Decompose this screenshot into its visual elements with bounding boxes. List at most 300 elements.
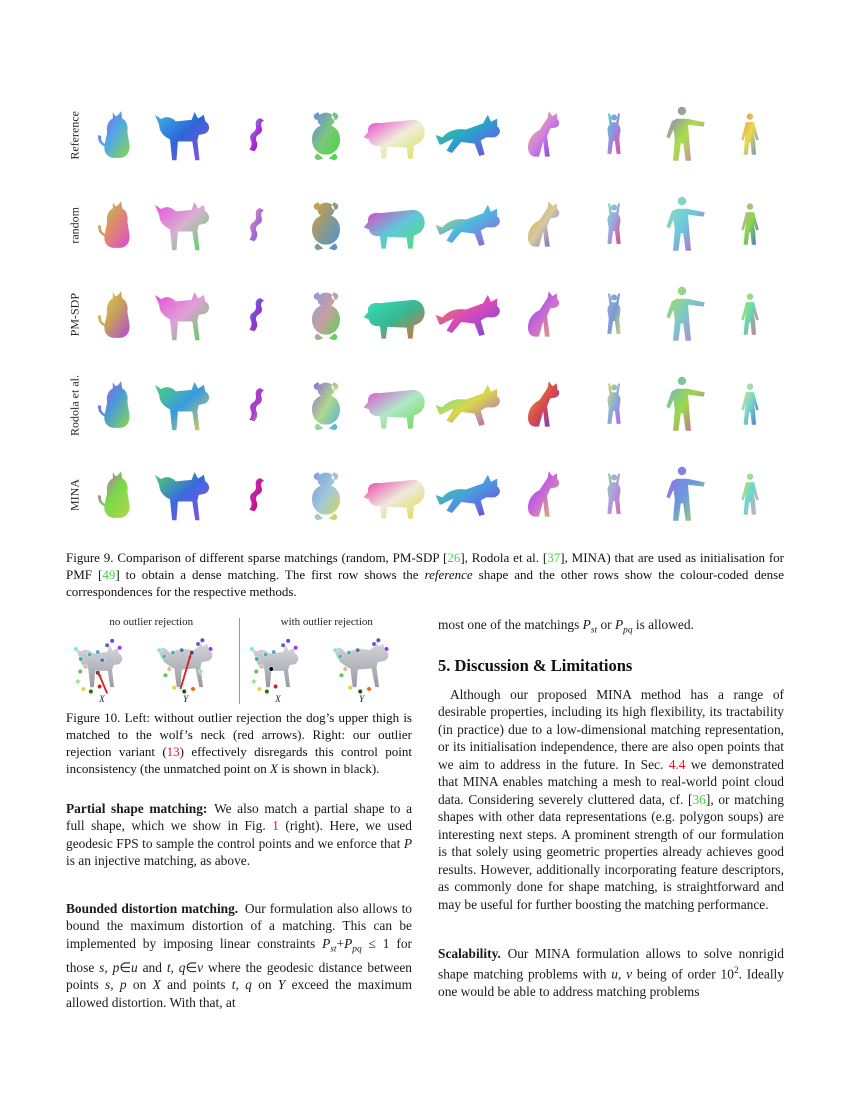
equation-ref-13[interactable]: 13 xyxy=(166,743,180,759)
shape-dog-run xyxy=(434,184,512,266)
shape-human-t-image-silhouette xyxy=(666,377,704,431)
shape-human-t-image-silhouette xyxy=(666,467,704,521)
panel-title: no outlier rejection xyxy=(109,616,194,629)
wolf-silhouette xyxy=(335,641,388,687)
shape-cat-image xyxy=(92,94,144,176)
figure10-panels xyxy=(66,616,412,704)
text-segment: P xyxy=(403,835,412,851)
text-segment: ], Rodola et al. [ xyxy=(460,550,548,565)
text-segment: 2 xyxy=(733,965,739,976)
shape-dog-sit xyxy=(519,184,573,266)
text-segment: most one of the matchings xyxy=(438,617,583,633)
control-point-dot xyxy=(167,667,172,672)
shape-human-stand-image xyxy=(727,184,773,266)
control-point-dot xyxy=(78,670,83,675)
panel-art xyxy=(66,629,237,704)
shape-teddy-image xyxy=(298,454,354,536)
shape-hose-image-silhouette xyxy=(249,298,264,331)
text-segment: u, v xyxy=(611,966,633,982)
shape-teddy-image-silhouette xyxy=(312,472,340,520)
shape-human-t-image-silhouette xyxy=(666,107,704,161)
shape-human-up-image xyxy=(592,364,636,446)
shape-dog-image xyxy=(152,364,224,446)
control-point-dot xyxy=(264,690,269,695)
figure10 xyxy=(66,616,412,777)
shape-label-x: X xyxy=(99,695,105,705)
shape-cat-image-silhouette xyxy=(98,291,130,338)
text-segment: exceed the maximum allowed distortion. With that, at xyxy=(66,977,412,1010)
shape-pig-image-silhouette xyxy=(364,210,425,249)
control-point-dot xyxy=(162,655,167,660)
text-segment: is allowed. xyxy=(632,617,694,633)
panel-divider xyxy=(239,618,240,704)
text-segment: + xyxy=(336,935,345,951)
shape-human-t-image xyxy=(652,274,712,356)
shape-teddy-image xyxy=(298,274,354,356)
shape-cat xyxy=(92,274,144,356)
shape-cat-image xyxy=(92,274,144,356)
text-segment: shape and the other rows show the colour-coded dense correspondences for the respective methods. xyxy=(66,566,784,599)
figure9-row-random xyxy=(66,180,784,270)
control-point-dot xyxy=(372,642,377,647)
shape-cat-image xyxy=(92,454,144,536)
shape-dog-image-silhouette xyxy=(155,292,209,340)
shape-hose-image-silhouette xyxy=(249,118,264,151)
shape-teddy xyxy=(298,454,354,536)
row-label-pm-sdp: PM-SDP xyxy=(67,293,82,337)
control-point-dot xyxy=(286,639,291,644)
control-point-dot xyxy=(384,647,389,652)
shape-dog-sit xyxy=(519,454,573,536)
shape-human-t-image-silhouette xyxy=(666,287,704,341)
row-label-reference: Reference xyxy=(67,110,82,160)
shape-human-up-image xyxy=(592,184,636,266)
text-segment: on xyxy=(126,977,153,993)
shape-human-stand-image-silhouette xyxy=(741,383,758,424)
shape-hose-image-silhouette xyxy=(249,208,264,241)
shape-cat xyxy=(92,454,144,536)
shape-dog-run-image xyxy=(434,274,512,356)
shape-dog-run-image-silhouette xyxy=(436,115,500,156)
shape-label-y: Y xyxy=(183,695,189,705)
figure9-caption xyxy=(66,550,784,600)
figure9-row-mina xyxy=(66,450,784,540)
control-point-dot xyxy=(251,680,256,685)
control-point-dot xyxy=(271,650,276,655)
shape-human-stand xyxy=(727,364,773,446)
control-point-dot xyxy=(98,685,103,690)
shape-dog-run-image xyxy=(434,364,512,446)
text-segment: P xyxy=(322,935,331,951)
figure9-cells-random xyxy=(84,180,784,270)
shape-human-up xyxy=(592,454,636,536)
shape-human-t xyxy=(652,364,712,446)
shape-hose-image xyxy=(240,364,276,446)
text-segment: being of order 10 xyxy=(632,966,734,982)
control-point-dot xyxy=(273,685,278,690)
shape-dog-run-image xyxy=(434,184,512,266)
shape-hose-image-silhouette xyxy=(249,478,264,511)
control-point-dot xyxy=(191,687,196,692)
shape-cat-image-silhouette xyxy=(98,381,130,428)
shape-pig xyxy=(360,274,434,356)
text-segment: P xyxy=(344,935,353,951)
text-segment: Our formulation also allows to bound the maximum distortion of a matching. This can be implemented by imposing linear constraints xyxy=(66,900,413,951)
text-segment: ) effectively disregards this control point inconsistency (the unmatched point on xyxy=(66,743,412,776)
shape-cat-image xyxy=(92,184,144,266)
shape-pig-image-silhouette xyxy=(364,120,425,159)
shape-dog-run-image xyxy=(434,94,512,176)
shape-cat-image xyxy=(92,364,144,446)
shape-human-up xyxy=(592,274,636,356)
shape-human-t xyxy=(652,94,712,176)
control-point-dot xyxy=(263,653,268,658)
shape-dog-image-silhouette xyxy=(155,382,209,430)
control-point-dot xyxy=(293,646,298,651)
paragraph-partial-shape-matching xyxy=(66,800,412,870)
shape-teddy xyxy=(298,94,354,176)
text-segment: on xyxy=(251,977,278,993)
shape-dog-sit-image-silhouette xyxy=(528,201,559,246)
shape-hose xyxy=(240,94,276,176)
text-segment: t, q xyxy=(231,977,252,993)
wolf-shape xyxy=(318,634,410,704)
section-ref-4-4[interactable]: 4.4 xyxy=(668,756,686,772)
control-point-dot xyxy=(254,657,259,662)
red-arrow xyxy=(99,674,107,693)
control-point-dot xyxy=(74,647,79,652)
shape-teddy-image-silhouette xyxy=(312,202,340,250)
control-point-dot xyxy=(76,680,81,685)
figure9-row-pm-sdp xyxy=(66,270,784,360)
text-segment: ] to obtain a dense matching. The first row shows the xyxy=(115,566,425,582)
shape-pig-image xyxy=(360,274,434,356)
control-point-dot xyxy=(259,665,264,670)
paragraph-discussion xyxy=(438,686,784,914)
text-segment: and points xyxy=(160,977,232,993)
text-segment: X xyxy=(152,977,161,993)
shape-dog-run xyxy=(434,364,512,446)
control-point-dot xyxy=(83,665,88,670)
shape-human-up xyxy=(592,364,636,446)
shape-cat-image-silhouette xyxy=(98,471,130,518)
shape-dog-sit-image-silhouette xyxy=(528,381,559,426)
shape-hose xyxy=(240,184,276,266)
shape-dog-sit xyxy=(519,274,573,356)
text-segment: u xyxy=(131,959,138,975)
shape-hose xyxy=(240,274,276,356)
text-segment: ∈ xyxy=(185,959,198,975)
figure10-panel-right xyxy=(242,616,413,704)
shape-teddy-image xyxy=(298,364,354,446)
shape-cat-image-silhouette xyxy=(98,111,130,158)
shape-human-stand xyxy=(727,94,773,176)
shape-dog xyxy=(152,184,224,266)
shape-human-up-image-silhouette xyxy=(607,113,620,153)
control-point-dot xyxy=(182,690,187,695)
shape-teddy-image xyxy=(298,94,354,176)
text-segment: P xyxy=(582,617,591,633)
shape-hose-image xyxy=(240,454,276,536)
control-point-dot xyxy=(171,651,176,656)
text-segment: We also match a partial shape to a full shape, which we show in Fig. xyxy=(66,800,413,834)
shape-human-stand-image xyxy=(727,274,773,356)
row-label-mina: MINA xyxy=(67,479,82,511)
control-point-dot xyxy=(281,643,286,648)
control-point-dot xyxy=(347,651,352,656)
shape-teddy-image-silhouette xyxy=(312,112,340,160)
shape-label-x: X xyxy=(274,695,281,705)
shape-human-up xyxy=(592,94,636,176)
text-segment: ], or matching shapes with other data representations (e.g. polygon soups) are interesting next steps. A prominent strength of our formulation is that solely using geometric properties already achieves good results. However, additionally incorporating feature descriptors, as commonly done for shape matching, is straightforward and may be useful for further boosting the matching performance. xyxy=(438,791,784,912)
shape-dog xyxy=(152,364,224,446)
text-segment: reference xyxy=(424,566,473,582)
control-point-dot xyxy=(89,690,94,695)
text-segment: P xyxy=(614,617,624,633)
shape-human-t-image xyxy=(652,184,712,266)
control-point-dot xyxy=(209,647,214,652)
citation-36[interactable]: 36 xyxy=(692,791,706,807)
control-point-dot xyxy=(367,687,372,692)
shape-dog-run-image-silhouette xyxy=(436,385,500,426)
control-point-dot xyxy=(254,670,259,675)
shape-dog xyxy=(152,454,224,536)
control-point-dot xyxy=(269,667,274,672)
shape-dog-run-image-silhouette xyxy=(436,475,500,516)
shape-human-up-image-silhouette xyxy=(607,383,620,423)
shape-human-t-image xyxy=(652,454,712,536)
control-point-dot xyxy=(105,643,110,648)
shape-human-up xyxy=(592,184,636,266)
right-column xyxy=(438,616,784,1011)
shape-human-stand-image-silhouette xyxy=(741,113,758,154)
two-column-text xyxy=(66,616,784,1011)
paragraph-scalability xyxy=(438,945,784,1000)
shape-dog-sit-image xyxy=(519,94,573,176)
shape-dog xyxy=(152,274,224,356)
shape-human-stand xyxy=(727,274,773,356)
control-point-dot xyxy=(81,687,86,692)
shape-human-up-image-silhouette xyxy=(607,293,620,333)
shape-dog-sit-image-silhouette xyxy=(528,111,559,156)
control-point-dot xyxy=(164,673,169,678)
section-heading-discussion: 5. Discussion & Limitations xyxy=(438,655,633,675)
shape-human-up-image xyxy=(592,94,636,176)
text-segment: where the geodesic distance between points xyxy=(66,959,412,993)
text-segment: Scalability. xyxy=(438,946,501,962)
page-content xyxy=(66,90,784,1011)
control-point-dot xyxy=(196,642,201,647)
dog-shape xyxy=(68,634,140,704)
shape-pig xyxy=(360,94,434,176)
text-segment: is shown in black). xyxy=(277,760,380,776)
row-label-rodola-et-al: Rodola et al. xyxy=(67,374,82,436)
shape-human-stand-image xyxy=(727,364,773,446)
shape-dog-image-silhouette xyxy=(155,202,209,250)
panel-art xyxy=(242,629,413,704)
control-point-dot xyxy=(88,653,93,658)
shape-dog-image-silhouette xyxy=(155,472,209,520)
shape-dog-run-image xyxy=(434,454,512,536)
figure9-cells-rodola-et-al xyxy=(84,360,784,450)
text-segment: . Ideally one would be able to address matching problems xyxy=(438,966,784,999)
shape-hose-image-silhouette xyxy=(249,388,264,421)
control-point-dot xyxy=(157,648,162,653)
text-segment: pq xyxy=(623,626,633,637)
control-point-dot xyxy=(118,646,123,651)
shape-human-t-image-silhouette xyxy=(666,197,704,251)
figure9 xyxy=(66,90,784,600)
figure10-panel-left xyxy=(66,616,237,704)
shape-human-t-image xyxy=(652,94,712,176)
shape-pig xyxy=(360,184,434,266)
figure9-row-reference xyxy=(66,90,784,180)
control-point-dot xyxy=(343,667,348,672)
text-segment: ], MINA) that are used as initialisation for PMF [ xyxy=(66,550,784,582)
text-segment: Figure 9. Comparison of different sparse matchings (random, PM-SDP [ xyxy=(66,550,448,565)
figure9-cells-reference xyxy=(84,90,784,180)
shape-dog-sit xyxy=(519,94,573,176)
text-segment: Bounded distortion matching. xyxy=(66,900,239,916)
control-point-dot xyxy=(200,638,205,643)
text-segment: and xyxy=(137,959,167,975)
paragraph-bounded-distortion xyxy=(66,900,412,1012)
text-segment: v xyxy=(197,959,204,975)
shape-cat xyxy=(92,94,144,176)
text-segment: we demonstrated that MINA enables matching a mesh to real-world point cloud data. Considering severely cluttered data, cf. [ xyxy=(438,756,785,807)
shape-human-up-image xyxy=(592,454,636,536)
shape-hose xyxy=(240,364,276,446)
control-point-dot xyxy=(348,686,353,691)
shape-cat xyxy=(92,184,144,266)
shape-pig-image xyxy=(360,94,434,176)
control-point-dot xyxy=(376,638,381,643)
text-segment: st xyxy=(590,626,598,637)
shape-pig-image-silhouette xyxy=(364,300,425,339)
shape-dog-sit-image xyxy=(519,454,573,536)
shape-dog-sit-image-silhouette xyxy=(528,471,559,516)
shape-dog-image xyxy=(152,454,224,536)
citation-37[interactable]: 37 xyxy=(547,550,561,565)
shape-cat-image-silhouette xyxy=(98,201,130,248)
figure-ref-1[interactable]: 1 xyxy=(272,818,279,834)
shape-human-stand-image xyxy=(727,454,773,536)
dog-shape xyxy=(244,634,316,704)
control-point-dot xyxy=(339,673,344,678)
shape-dog-sit-image-silhouette xyxy=(528,291,559,336)
shape-cat xyxy=(92,364,144,446)
text-segment: Although our proposed MINA method has a range of desirable properties, including its high flexibility, its tractability (in practice) due to a low-dimensional matching representation, or its initialisation independence, there are also open points that we aim to address in the future. In Sec. xyxy=(438,686,784,772)
shape-hose-image xyxy=(240,184,276,266)
shape-dog-run xyxy=(434,454,512,536)
wolf-silhouette xyxy=(159,641,212,687)
control-point-dot xyxy=(249,647,254,652)
shape-teddy-image-silhouette xyxy=(312,382,340,430)
shape-dog-run xyxy=(434,94,512,176)
text-segment: s, p xyxy=(99,959,120,975)
shape-teddy-image-silhouette xyxy=(312,292,340,340)
control-point-dot xyxy=(100,658,105,663)
shape-human-stand-image-silhouette xyxy=(741,203,758,244)
control-point-dot xyxy=(338,655,343,660)
paragraph-continuation xyxy=(438,616,784,640)
shape-pig xyxy=(360,364,434,446)
wolf-shape xyxy=(142,634,234,704)
control-point-dot xyxy=(180,648,185,653)
shape-dog-sit-image xyxy=(519,274,573,356)
shape-teddy-image xyxy=(298,184,354,266)
text-segment: is an injective matching, as above. xyxy=(66,853,251,869)
control-point-dot xyxy=(172,686,177,691)
shape-human-stand-image xyxy=(727,94,773,176)
text-segment: Y xyxy=(277,977,286,993)
control-point-dot xyxy=(355,648,360,653)
shape-hose-image xyxy=(240,274,276,356)
citation-49[interactable]: 49 xyxy=(102,566,116,582)
shape-human-t xyxy=(652,274,712,356)
control-point-dot xyxy=(79,657,84,662)
text-segment: ∈ xyxy=(119,959,131,975)
control-point-dot xyxy=(333,648,338,653)
shape-dog-run-image-silhouette xyxy=(436,205,500,246)
control-point-dot xyxy=(358,690,363,695)
shape-teddy xyxy=(298,184,354,266)
figure9-cells-pm-sdp xyxy=(84,270,784,360)
control-point-dot xyxy=(110,639,115,644)
control-point-dot xyxy=(257,687,262,692)
shape-hose xyxy=(240,454,276,536)
shape-dog-image-silhouette xyxy=(155,112,209,160)
shape-dog-image xyxy=(152,274,224,356)
text-segment: ≤ 1 for those xyxy=(66,935,412,975)
shape-human-t-image xyxy=(652,364,712,446)
text-segment: Our MINA formulation allows to solve nonrigid shape matching problems with xyxy=(438,946,784,982)
text-segment: X xyxy=(269,760,278,776)
shape-pig-image xyxy=(360,364,434,446)
shape-human-stand-image-silhouette xyxy=(741,473,758,514)
control-point-dot xyxy=(199,670,204,675)
text-segment: st xyxy=(330,944,337,955)
text-segment: or xyxy=(597,617,615,633)
shape-human-stand-image-silhouette xyxy=(741,293,758,334)
figure10-caption xyxy=(66,710,412,777)
panel-title: with outlier rejection xyxy=(280,616,373,629)
shape-pig-image-silhouette xyxy=(364,480,425,519)
shape-human-up-image-silhouette xyxy=(607,203,620,243)
shape-dog-image xyxy=(152,184,224,266)
shape-dog-image xyxy=(152,94,224,176)
shape-human-stand xyxy=(727,454,773,536)
citation-26[interactable]: 26 xyxy=(447,550,461,565)
shape-human-up-image-silhouette xyxy=(607,473,620,513)
left-column xyxy=(66,616,412,1011)
shape-pig-image xyxy=(360,184,434,266)
row-label-random: random xyxy=(67,206,82,244)
control-point-dot xyxy=(96,650,101,655)
text-segment: pq xyxy=(352,944,362,955)
text-segment: Partial shape matching: xyxy=(66,800,208,816)
shape-human-t xyxy=(652,454,712,536)
shape-pig xyxy=(360,454,434,536)
figure9-row-rodola-et-al xyxy=(66,360,784,450)
text-segment: (right). Here, we used geodesic FPS to sample the control points and we enforce that xyxy=(66,818,412,851)
shape-human-stand xyxy=(727,184,773,266)
shape-pig-image xyxy=(360,454,434,536)
figure9-cells-mina xyxy=(84,450,784,540)
shape-pig-image-silhouette xyxy=(364,390,425,429)
shape-dog-run xyxy=(434,274,512,356)
shape-dog xyxy=(152,94,224,176)
